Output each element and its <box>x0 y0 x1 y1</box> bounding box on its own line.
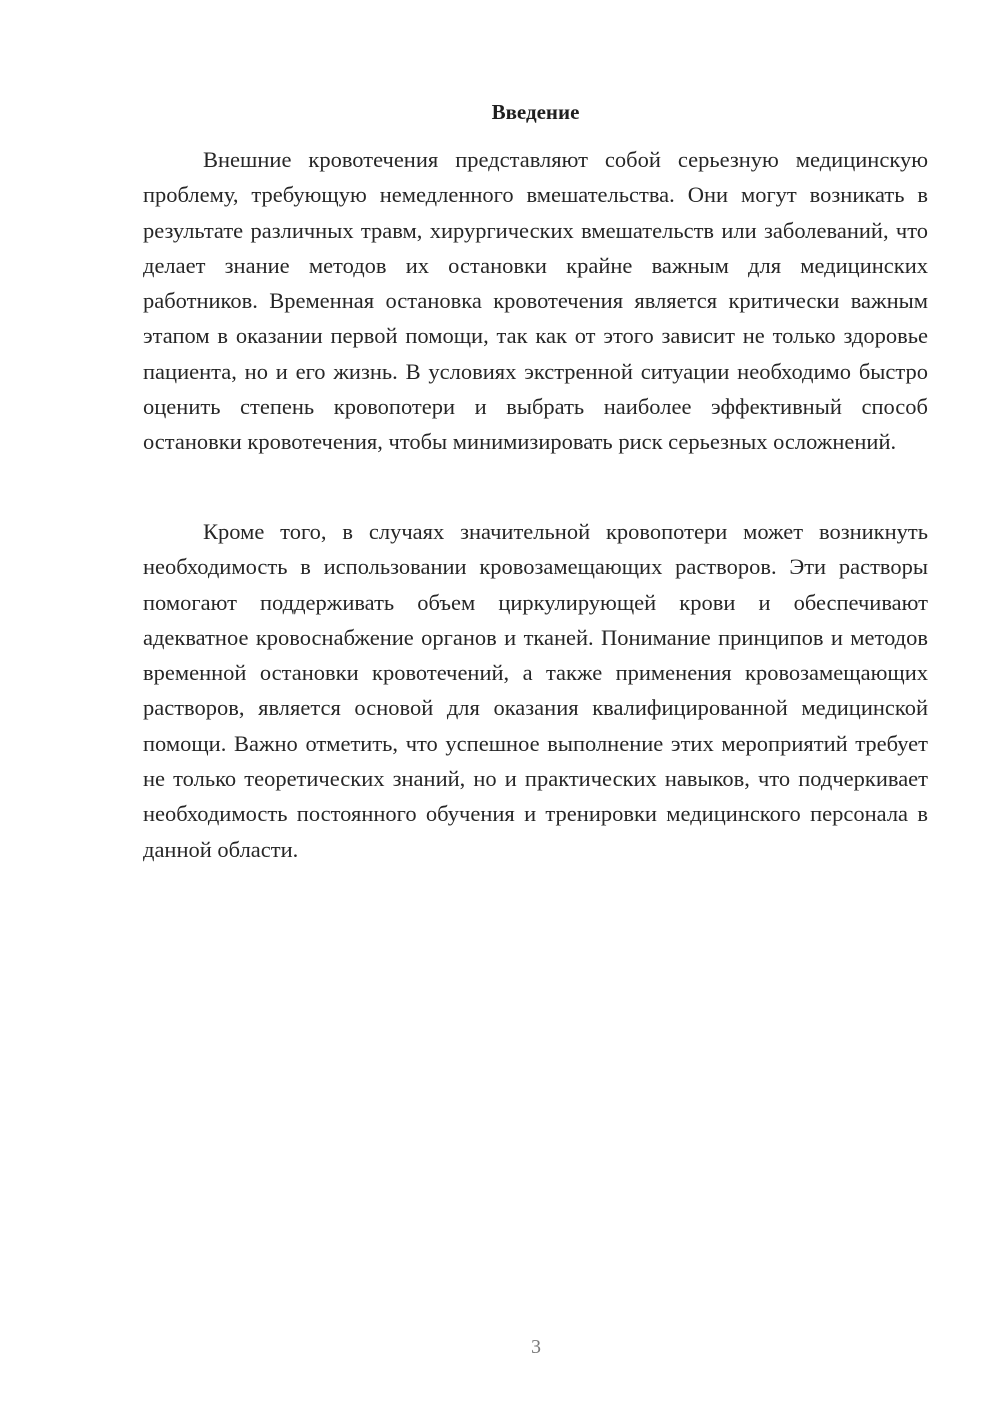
section-heading: Введение <box>491 100 580 124</box>
page-number: 3 <box>531 1336 541 1358</box>
paragraph-2: Кроме того, в случаях значительной кровопотери может возникнуть необходимость в использовании кровозамещающих растворов. Эти растворы помогают поддерживать объем циркулирующей крови и обеспечивают адекватное кровоснабжение органов и тканей. Понимание принципов и методов временной остановки кровотечений, а также применения кровозамещающих растворов, является основой для оказания квалифицированной медицинской помощи. Важно отметить, что успешное выполнение этих мероприятий требует не только теоретических знаний, но и практических навыков, что подчеркивает необходимость постоянного обучения и тренировки медицинского персонала в данной области. <box>143 519 928 862</box>
paragraph-1: Внешние кровотечения представляют собой серьезную медицинскую проблему, требующую немедленного вмешательства. Они могут возникать в результате различных травм, хирургических вмешательств или заболеваний, что делает знание методов их остановки крайне важным для медицинских работников. Временная остановка кровотечения является критически важным этапом в оказании первой помощи, так как от этого зависит не только здоровье пациента, но и его жизнь. В условиях экстренной ситуации необходимо быстро оценить степень кровопотери и выбрать наиболее эффективный способ остановки кровотечения, чтобы минимизировать риск серьезных осложнений. <box>143 147 928 455</box>
